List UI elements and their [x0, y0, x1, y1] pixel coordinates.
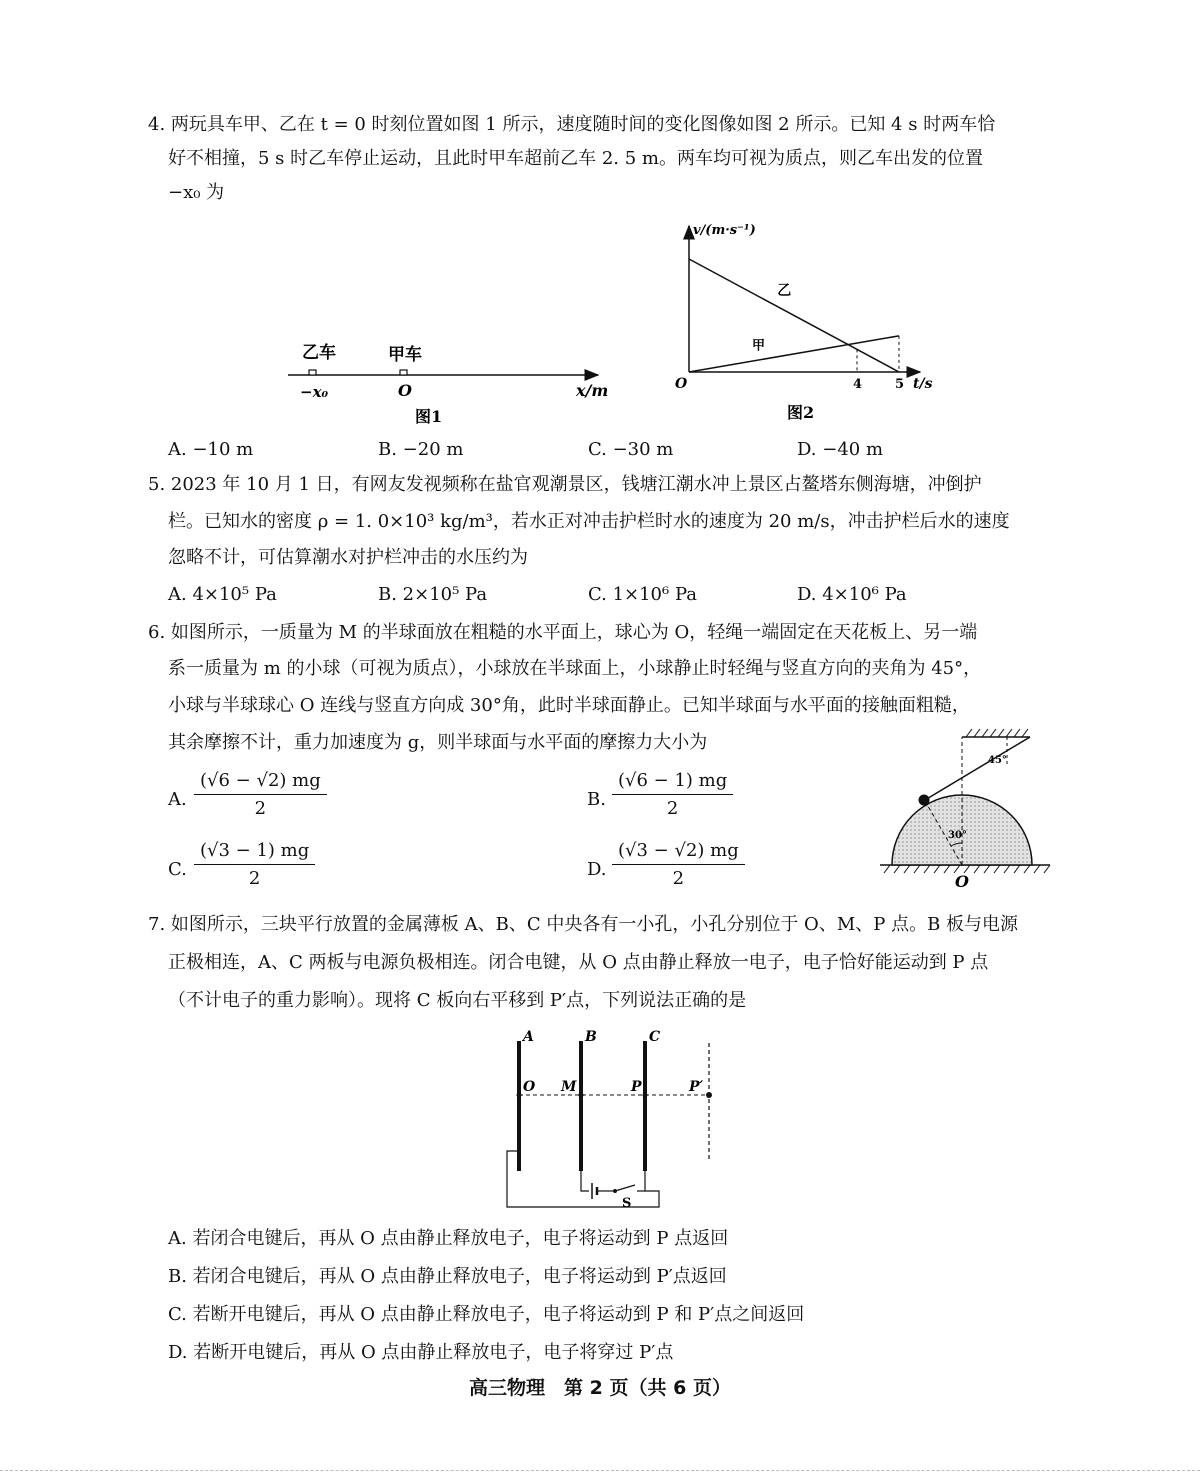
- q4-option-c[interactable]: C. −30 m: [588, 439, 674, 460]
- vt-origin: O: [675, 376, 688, 392]
- q6-option-a-letter[interactable]: A.: [168, 789, 187, 810]
- q6-option-a-denominator: 2: [254, 798, 267, 819]
- q6-option-b-letter[interactable]: B.: [587, 789, 606, 810]
- vt-ylabel: v/(m·s⁻¹): [693, 223, 756, 238]
- q4-text-line3: −x₀ 为: [168, 182, 225, 203]
- page-footer: 高三物理 第 2 页（共 6 页）: [469, 1377, 731, 1399]
- q6-text-line1: 6. 如图所示，一质量为 M 的半球面放在粗糙的水平面上，球心为 O，轻绳一端固定在天花板上、另一端: [148, 622, 978, 643]
- q4-text-line1: 4. 两玩具车甲、乙在 t = 0 时刻位置如图 1 所示，速度随时间的变化图像如图 2 所示。已知 4 s 时两车恰: [148, 114, 996, 135]
- q7-text-line1: 7. 如图所示，三块平行放置的金属薄板 A、B、C 中央各有一小孔，小孔分别位于 O、M、P 点。B 板与电源: [148, 914, 1019, 935]
- q4-text-line2: 好不相撞，5 s 时乙车停止运动，且此时甲车超前乙车 2. 5 m。两车均可视为质点，则乙车出发的位置: [168, 148, 983, 169]
- q4-option-a[interactable]: A. −10 m: [168, 439, 254, 460]
- q5-option-c[interactable]: C. 1×10⁶ Pa: [588, 584, 697, 605]
- q6-option-c-fraction[interactable]: [194, 840, 315, 889]
- label-point-o: O: [523, 1079, 536, 1095]
- label-origin-o: O: [398, 381, 412, 400]
- q4-figure-2-vt-chart: [665, 220, 955, 430]
- vt-xlabel: t/s: [913, 376, 933, 392]
- angle-30-label: 30°: [948, 830, 967, 841]
- vt-tick-label-4: 4: [853, 377, 863, 392]
- q6-option-a-fraction[interactable]: [194, 770, 327, 819]
- point-p-prime: [706, 1092, 712, 1098]
- car-yi-marker: [309, 370, 316, 375]
- q5-text-line1: 5. 2023 年 10 月 1 日，有网友发视频称在盐官观潮景区，钱塘江潮水冲上景区占鳌塔东侧海塘，冲倒护: [148, 474, 982, 495]
- q6-option-d-fraction[interactable]: [612, 840, 745, 889]
- q7-text-line2: 正极相连，A、C 两板与电源负极相连。闭合电键，从 O 点由静止释放一电子，电子恰好能运动到 P 点: [168, 952, 989, 973]
- q6-option-c-letter[interactable]: C.: [168, 859, 187, 880]
- vt-series-line-jia: [689, 336, 899, 372]
- vt-series-label-jia: 甲: [752, 338, 766, 354]
- small-ball: [919, 795, 930, 806]
- center-o-label: O: [955, 872, 969, 891]
- switch-lever[interactable]: [615, 1185, 635, 1191]
- q6-text-line2: 系一质量为 m 的小球（可视为质点），小球放在半球面上，小球静止时轻绳与竖直方向的夹角为 45°，: [168, 658, 982, 679]
- bottom-dashed-border: [0, 1470, 1200, 1471]
- label-point-m: M: [561, 1079, 577, 1095]
- axis-label-xm: x/m: [576, 381, 609, 400]
- q6-option-d-letter[interactable]: D.: [587, 859, 607, 880]
- label-point-p: P: [631, 1079, 642, 1095]
- q5-option-a[interactable]: A. 4×10⁵ Pa: [168, 584, 277, 605]
- q6-option-c-denominator: 2: [248, 868, 261, 889]
- vt-series-line-yi: [689, 259, 899, 372]
- label-plate-b: B: [585, 1029, 597, 1045]
- q6-option-c-numerator: (√3 − 1) mg: [194, 840, 315, 865]
- q7-option-d[interactable]: D. 若断开电键后，再从 O 点由静止释放电子，电子将穿过 P′点: [168, 1342, 674, 1363]
- q6-option-b-denominator: 2: [666, 798, 679, 819]
- q5-option-b[interactable]: B. 2×10⁵ Pa: [378, 584, 488, 605]
- car-jia-marker: [400, 370, 407, 375]
- q7-option-c[interactable]: C. 若断开电键后，再从 O 点由静止释放电子，电子将运动到 P 和 P′点之间返回: [168, 1304, 805, 1325]
- label-neg-x0: −x₀: [300, 383, 329, 401]
- fig2-caption: 图2: [787, 403, 815, 422]
- q6-option-d-numerator: (√3 − √2) mg: [612, 840, 745, 865]
- car-jia-label: 甲车: [388, 345, 422, 365]
- vt-tick-label-5: 5: [895, 377, 905, 392]
- q5-option-d[interactable]: D. 4×10⁶ Pa: [797, 584, 907, 605]
- label-point-p-prime: P′: [689, 1079, 704, 1095]
- q6-text-line4: 其余摩擦不计，重力加速度为 g，则半球面与水平面的摩擦力大小为: [168, 732, 708, 753]
- q7-option-b[interactable]: B. 若闭合电键后，再从 O 点由静止释放电子，电子将运动到 P′点返回: [168, 1266, 727, 1287]
- label-plate-c: C: [649, 1029, 661, 1045]
- point-p: [643, 1093, 648, 1098]
- q5-text-line3: 忽略不计，可估算潮水对护栏冲击的水压约为: [168, 547, 528, 568]
- q4-figure-1: [280, 330, 620, 430]
- q6-option-a-numerator: (√6 − √2) mg: [194, 770, 327, 795]
- rope: [925, 737, 1030, 800]
- q4-option-d[interactable]: D. −40 m: [797, 439, 884, 460]
- angle-45-label: 45°: [988, 755, 1007, 766]
- plate-b: [579, 1041, 583, 1171]
- q6-option-d-denominator: 2: [672, 868, 685, 889]
- q7-option-a[interactable]: A. 若闭合电键后，再从 O 点由静止释放电子，电子将运动到 P 点返回: [168, 1228, 729, 1249]
- q6-option-b-numerator: (√6 − 1) mg: [612, 770, 733, 795]
- plate-c: [643, 1041, 647, 1171]
- q7-text-line3: （不计电子的重力影响）。现将 C 板向右平移到 P′点，下列说法正确的是: [168, 990, 747, 1011]
- point-o: [517, 1093, 522, 1098]
- car-yi-label: 乙车: [302, 343, 336, 363]
- vt-series-label-yi: 乙: [777, 283, 792, 300]
- ceiling-hatch: [966, 729, 1028, 737]
- q6-hemisphere-figure: [870, 725, 1060, 895]
- q6-text-line3: 小球与半球球心 O 连线与竖直方向成 30°角，此时半球面静止。已知半球面与水平面的接触面粗糙，: [168, 695, 970, 716]
- q7-plates-circuit-figure: [495, 1025, 735, 1215]
- q4-option-b[interactable]: B. −20 m: [378, 439, 464, 460]
- q5-text-line2: 栏。已知水的密度 ρ = 1. 0×10³ kg/m³，若水正对冲击护栏时水的速度为 20 m/s，冲击护栏后水的速度: [168, 511, 1010, 532]
- label-plate-a: A: [523, 1029, 534, 1045]
- q6-option-b-fraction[interactable]: [612, 770, 733, 819]
- fig1-caption: 图1: [415, 407, 443, 426]
- point-m: [579, 1093, 584, 1098]
- switch-label: S: [622, 1196, 632, 1211]
